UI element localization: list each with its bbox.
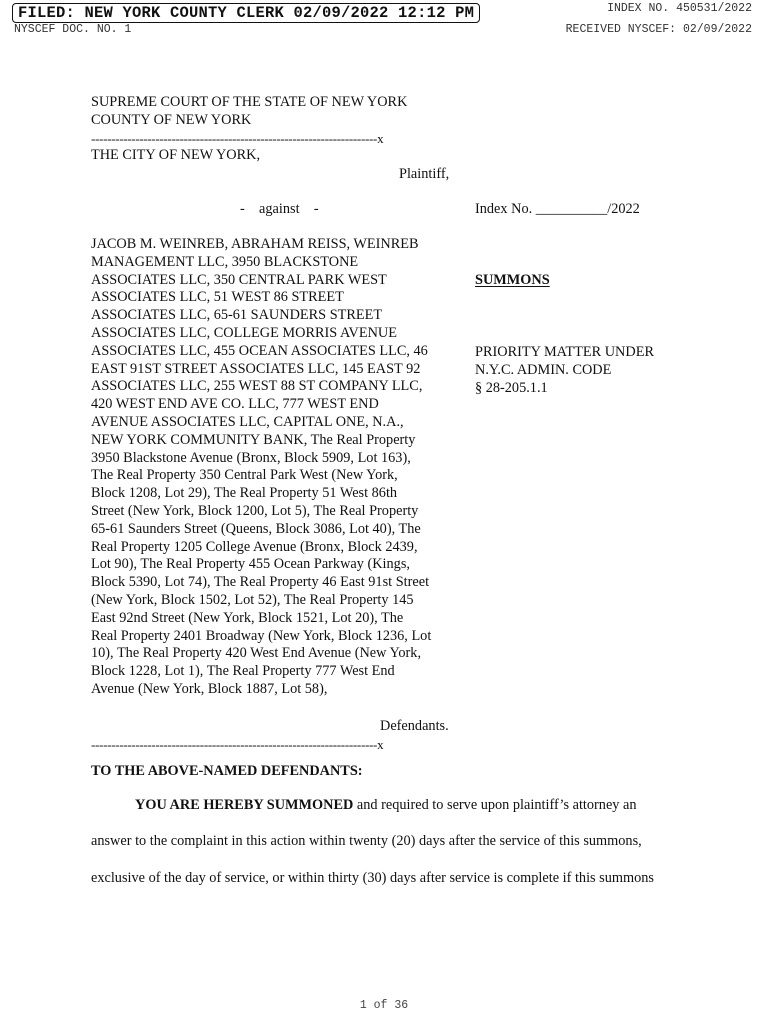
received-date: RECEIVED NYSCEF: 02/09/2022 [565,23,752,36]
defendants-line: 420 WEST END AVE CO. LLC, 777 WEST END [91,396,379,413]
defendants-line: ASSOCIATES LLC, 255 WEST 88 ST COMPANY LLC, [91,378,423,395]
defendants-line: Real Property 2401 Broadway (New York, Block 1236, Lot [91,627,432,644]
defendants-line: 10), The Real Property 420 West End Avenue (New York, [91,645,422,662]
body-line-1-rest: and required to serve upon plaintiff’s attorney an [353,797,637,813]
caption-separator-bottom: -----------------------------------------------------------------------x [91,737,384,752]
nyscef-doc-number: NYSCEF DOC. NO. 1 [14,23,132,36]
defendants-line: ASSOCIATES LLC, 65-61 SAUNDERS STREET [91,307,383,324]
defendants-line: Lot 90), The Real Property 455 Ocean Parkway (Kings, [91,556,410,573]
priority-line-1: PRIORITY MATTER UNDER [475,344,654,360]
defendants-line: ASSOCIATES LLC, 51 WEST 86 STREET [91,289,344,306]
defendants-line: 3950 Blackstone Avenue (Bronx, Block 5909, Lot 163), [91,449,411,466]
body-line-2: answer to the complaint in this action within twenty (20) days after the service of this summons, [91,833,642,849]
county-name: COUNTY OF NEW YORK [91,112,252,128]
defendants-line: ASSOCIATES LLC, 455 OCEAN ASSOCIATES LLC, 46 [91,342,428,359]
defendants-line: JACOB M. WEINREB, ABRAHAM REISS, WEINREB [91,236,419,252]
plaintiff-label: Plaintiff, [399,166,450,182]
court-name: SUPREME COURT OF THE STATE OF NEW YORK [91,94,408,110]
defendants-line: Block 5390, Lot 74), The Real Property 46 East 91st Street [91,574,430,591]
defendants-line: East 92nd Street (New York, Block 1521, Lot 20), The [91,609,404,626]
plaintiff-name: THE CITY OF NEW YORK, [91,147,261,163]
summoned-lead: YOU ARE HEREBY SUMMONED [135,797,354,813]
against-label: - against - [240,201,319,217]
defendants-line: Block 1208, Lot 29), The Real Property 51 West 86th [91,485,398,502]
defendants-line: NEW YORK COMMUNITY BANK, The Real Property [91,431,416,448]
body-line-3: exclusive of the day of service, or within thirty (30) days after service is complete if this summons [91,870,654,886]
addressee-heading: TO THE ABOVE-NAMED DEFENDANTS: [91,763,363,779]
defendants-line: 65-61 Saunders Street (Queens, Block 3086, Lot 40), The [91,520,421,537]
body-line-1 [135,797,637,814]
defendants-line: Avenue (New York, Block 1887, Lot 58), [91,680,328,697]
defendants-line: The Real Property 350 Central Park West (New York, [91,467,398,484]
summons-title: SUMMONS [475,272,550,288]
defendants-label: Defendants. [380,718,449,734]
index-number: INDEX NO. 450531/2022 [607,2,752,15]
priority-line-3: § 28-205.1.1 [475,380,548,396]
defendants-list [91,236,456,699]
defendants-line: EAST 91ST STREET ASSOCIATES LLC, 145 EAST 92 [91,360,421,377]
index-no-field: Index No. __________/2022 [475,201,640,217]
defendants-line: Street (New York, Block 1200, Lot 5), The Real Property [91,502,419,519]
filed-stamp: FILED: NEW YORK COUNTY CLERK 02/09/2022 12:12 PM [12,3,480,23]
defendants-line: Block 1228, Lot 1), The Real Property 777 West End [91,663,395,680]
priority-line-2: N.Y.C. ADMIN. CODE [475,362,612,378]
defendants-line: AVENUE ASSOCIATES LLC, CAPITAL ONE, N.A., [91,413,404,430]
defendants-line: Real Property 1205 College Avenue (Bronx, Block 2439, [91,538,418,555]
defendants-line: (New York, Block 1502, Lot 52), The Real Property 145 [91,591,414,608]
page-number: 1 of 36 [359,999,409,1012]
caption-separator-top: -----------------------------------------------------------------------x [91,131,384,146]
defendants-line: MANAGEMENT LLC, 3950 BLACKSTONE [91,253,359,270]
defendants-line: ASSOCIATES LLC, COLLEGE MORRIS AVENUE [91,324,397,341]
defendants-line: ASSOCIATES LLC, 350 CENTRAL PARK WEST [91,271,387,288]
